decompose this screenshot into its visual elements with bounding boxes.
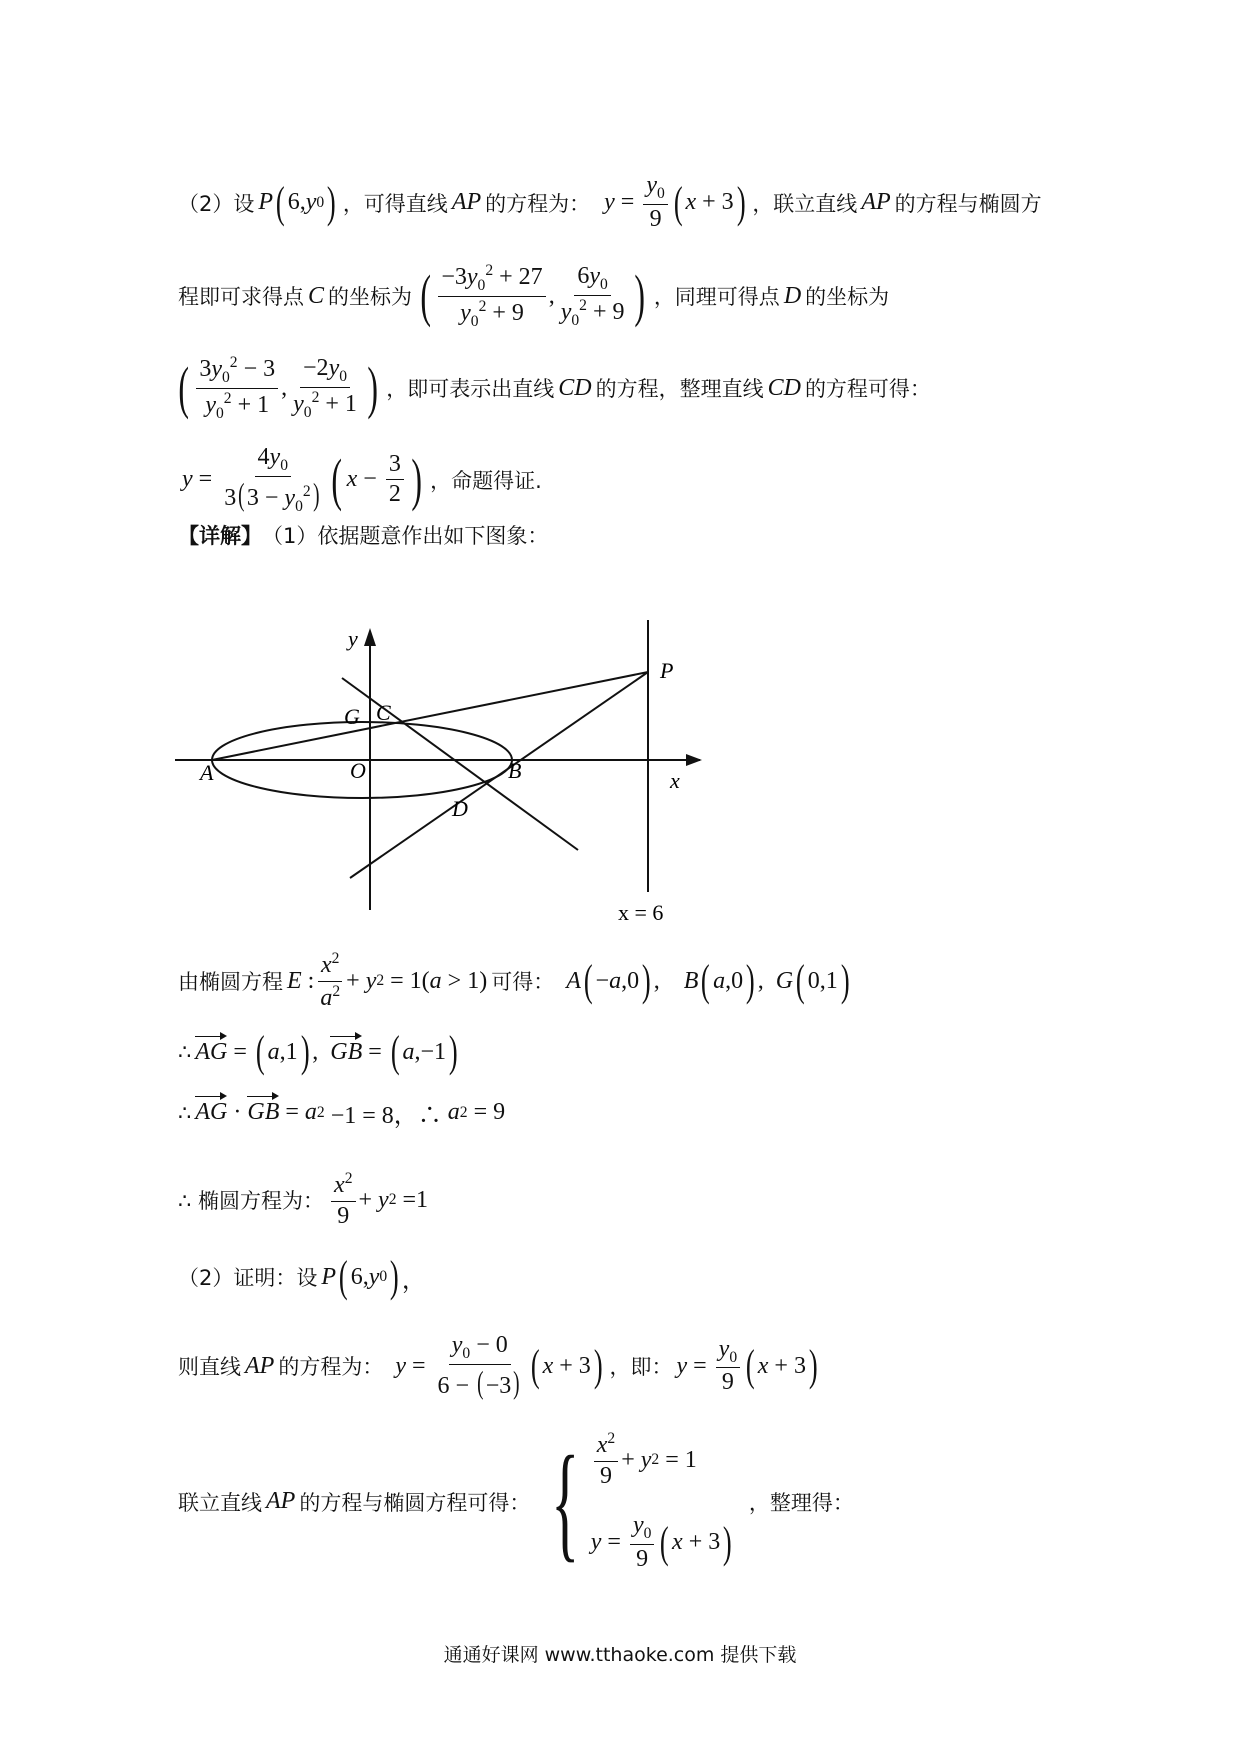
text: 可得：	[491, 970, 555, 995]
math-ellipse-final: $\frac{x^2}{9}$ + y 2 =1	[328, 1170, 428, 1230]
label-x-equals-6: x = 6	[618, 900, 664, 925]
text: ，联立直线	[752, 191, 858, 216]
math-dot-product: AG · GB = a 2 −1 = 8，∴ a 2 = 9	[195, 1099, 506, 1129]
ap-line	[178, 1332, 825, 1400]
math-ap: AP	[245, 1352, 275, 1379]
text: ，即：	[609, 1355, 673, 1380]
label-b: B	[508, 758, 522, 783]
math-ap-equation: y = $\frac{y_0}{9}$ ( x + 3 )	[676, 1335, 818, 1396]
analysis-line-3	[170, 354, 931, 422]
math-d: D	[783, 282, 802, 309]
footer: 通通好课网 www.tthaoke.com 提供下载	[443, 1644, 797, 1666]
math-vectors: AG = ( a ,1 ) , GB = ( a ,−1 )	[195, 1027, 458, 1076]
text: 的坐标为	[805, 285, 890, 310]
label-p: P	[660, 658, 674, 683]
math-points-abg: A ( − a ,0 ) , B ( a ,0 ) , G ( 0,1 )	[566, 956, 850, 1006]
text: 的方程可得：	[804, 377, 931, 402]
math-ap: AP	[861, 189, 891, 216]
text: 的方程与椭圆方	[894, 191, 1042, 216]
text: 的方程，整理直线	[595, 377, 764, 402]
label-g: G	[344, 704, 360, 729]
text: 的坐标为	[328, 285, 413, 310]
label-o: O	[350, 758, 366, 783]
text: 的方程为：	[485, 191, 591, 216]
math-ap: AP	[451, 189, 482, 216]
math-p-point: P ( 6, y 0 )	[258, 177, 336, 227]
math-cd: CD	[558, 374, 592, 401]
math-ap-equation: y = $\frac{y_0}{9}$ ( x + 3 )	[604, 172, 746, 232]
text: ，可得直线	[342, 191, 448, 216]
label-d: D	[452, 796, 468, 821]
math-ap-slope-form: y = $\frac{y_0 - 0}{6 - (-3)}$ ( x + 3 )	[395, 1332, 603, 1400]
x-axis-arrow	[686, 754, 702, 766]
text: 的方程为：	[278, 1355, 384, 1380]
text: ，即可表示出直线	[386, 377, 555, 402]
text: （2）证明：设	[178, 1266, 318, 1290]
label-x: x	[670, 768, 680, 793]
detail-heading: 【详解】	[178, 524, 262, 548]
text: ，整理得：	[748, 1490, 854, 1515]
text: ，同理可得点	[653, 285, 780, 310]
label-a: A	[200, 760, 214, 785]
analysis-line-2	[178, 262, 889, 330]
math-cd: CD	[767, 374, 801, 401]
math-d-coordinate: ( $\frac{3y_0^2 - 3}{y_0^2 + 1}$ , $\frac{-2y_0}{y_0^2 + 1}$ )	[178, 354, 378, 422]
text: ，命题得证.	[430, 468, 542, 493]
vector-line	[178, 1027, 465, 1076]
math-p-point: P ( 6, y 0 ) ，	[321, 1252, 426, 1301]
part2-line	[178, 1252, 430, 1301]
therefore-symbol: ∴	[178, 1040, 192, 1064]
therefore-symbol: ∴	[178, 1100, 192, 1125]
math-ellipse-general: E : $\frac{x^2}{a^2}$ + y 2 = 1( a > 1)	[287, 950, 488, 1011]
text: ∴ 椭圆方程为：	[178, 1189, 325, 1214]
figure-svg	[170, 620, 730, 930]
math-c: C	[308, 282, 325, 309]
y-axis-arrow	[364, 628, 376, 646]
ellipse-line	[178, 950, 856, 1012]
math-cd-equation: y = $\frac{4y_0}{3(3 - y_0^2)}$ ( x − $\frac{3}{2}$ )	[182, 444, 422, 515]
math-ap: AP	[266, 1488, 296, 1515]
text: 联立直线	[178, 1490, 262, 1515]
label-c: C	[376, 700, 391, 725]
text: 程即可求得点	[178, 285, 304, 310]
analysis-line-4	[178, 444, 542, 515]
detail-heading-line	[178, 520, 548, 550]
math-c-coordinate: ( $\frac{-3y_0^2 + 27}{y_0^2 + 9}$ , $\frac{6y_0}{y_0^2 + 9}$ )	[420, 262, 646, 330]
text: （1）依据题意作出如下图象：	[262, 524, 549, 548]
joint-line	[178, 1430, 854, 1574]
text: 由椭圆方程	[178, 970, 283, 995]
label-y: y	[348, 626, 358, 651]
text: 则直线	[178, 1355, 241, 1380]
math-system: { $\frac{x^2}{9}$ + y 2 = 1 y = $\frac{y_0}{9}$ ( x + 3 )	[551, 1429, 732, 1574]
text: （2）设	[178, 191, 255, 216]
text: 的方程与椭圆方程可得：	[299, 1490, 531, 1515]
ellipse-final-line	[178, 1170, 432, 1230]
geometry-figure	[170, 620, 730, 934]
dot-product-line	[178, 1095, 509, 1130]
analysis-line-1	[178, 172, 1042, 233]
